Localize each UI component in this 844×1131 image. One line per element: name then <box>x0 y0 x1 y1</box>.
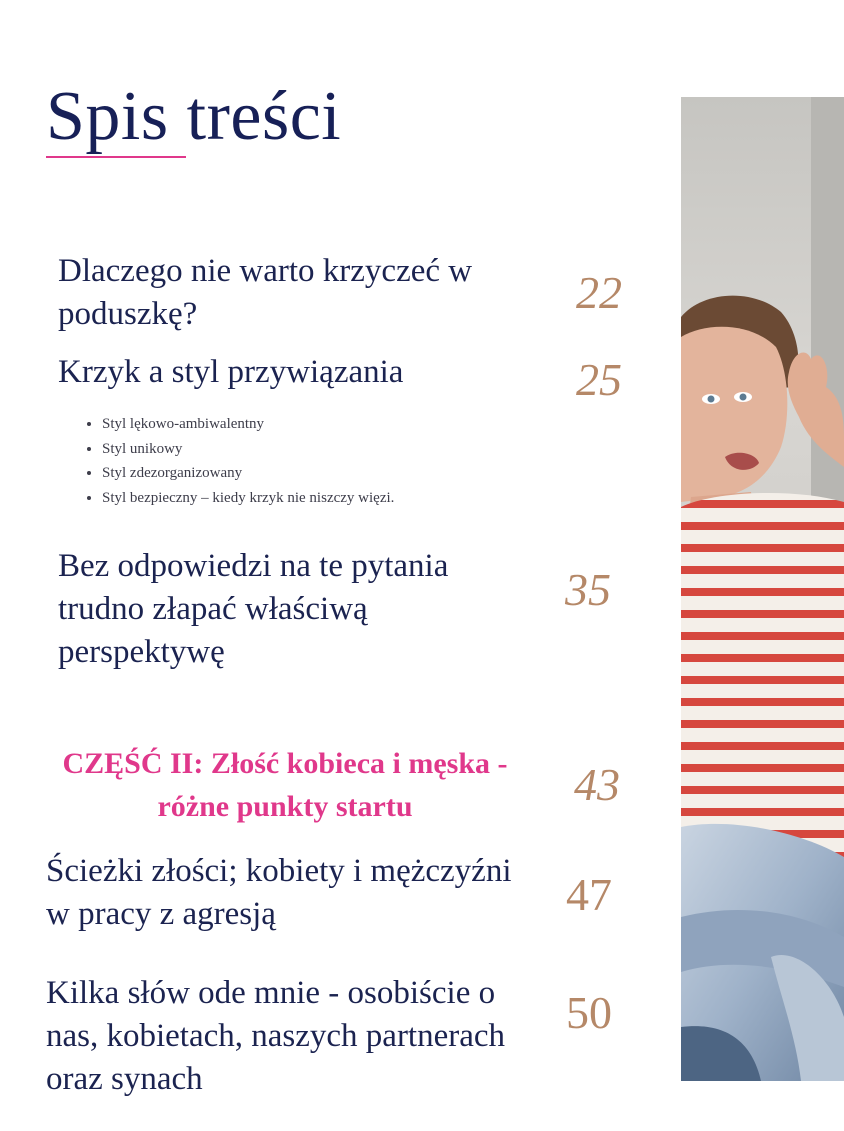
toc-subitem[interactable]: • Styl unikowy <box>102 437 394 462</box>
toc-page-1: 22 <box>576 267 622 318</box>
toc-subitem[interactable]: • Styl zdezorganizowany <box>102 461 394 486</box>
toc-page-2: 25 <box>576 354 622 405</box>
toc-entry-2[interactable]: Krzyk a styl przywiązania <box>58 354 404 390</box>
toc-entry-4[interactable]: Ścieżki złości; kobiety i mężczyźni w pracy z agresją <box>46 853 512 932</box>
toc-entry-1[interactable]: Dlaczego nie warto krzyczeć w poduszkę? <box>58 253 473 332</box>
toc-page-4: 47 <box>566 869 612 920</box>
toc-entry-5[interactable]: Kilka słów ode mnie - osobiście o nas, kobietach, naszych partnerach oraz synach <box>46 975 506 1097</box>
part-heading[interactable]: CZĘŚĆ II: Złość kobieca i męska - różne punkty startu <box>62 747 508 823</box>
toc-subitem[interactable]: • Styl bezpieczny – kiedy krzyk nie niszczy więzi. <box>102 486 394 511</box>
toc-subitem[interactable]: • Styl lękowo-ambiwalentny <box>102 412 394 437</box>
toc-page-3: 35 <box>565 564 611 615</box>
toc-sublist <box>86 412 394 510</box>
part-page: 43 <box>574 759 620 810</box>
toc-page-5: 50 <box>566 987 612 1038</box>
page-title: Spis treści <box>46 78 342 155</box>
cover-photo <box>681 97 844 1081</box>
toc-entry-3[interactable]: Bez odpowiedzi na te pytania trudno złapać właściwą perspektywę <box>58 548 449 670</box>
title-underline <box>46 156 186 158</box>
